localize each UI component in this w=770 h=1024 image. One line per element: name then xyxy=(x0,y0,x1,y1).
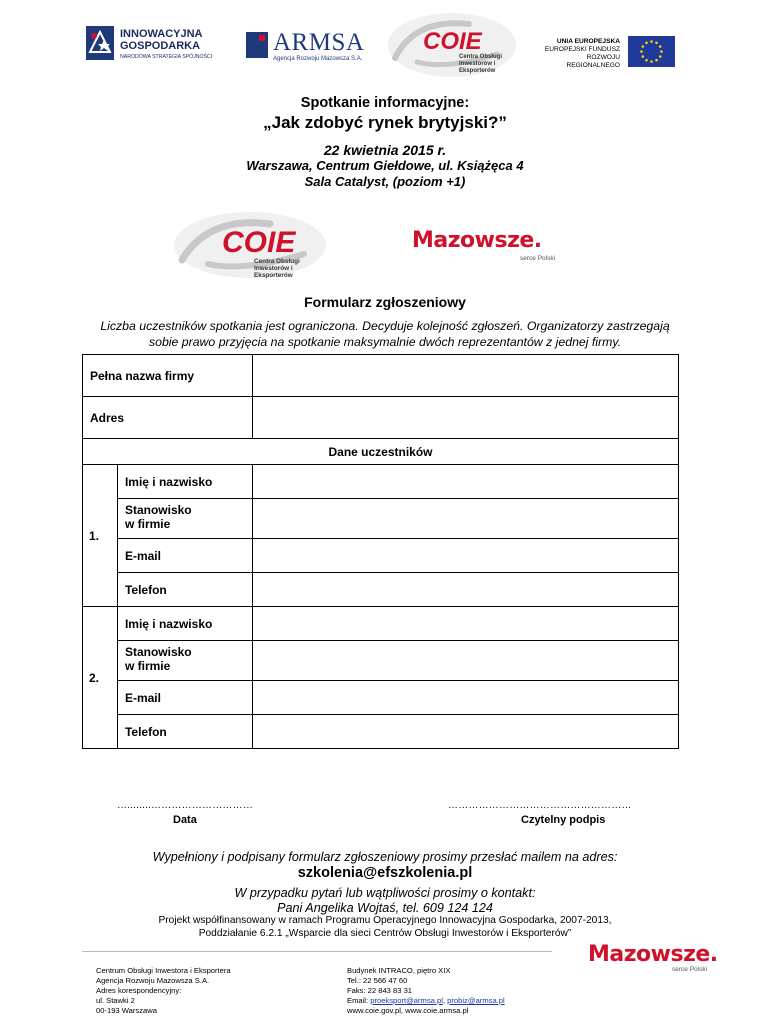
contact-line-1: W przypadku pytań lub wątpliwości prosimy o kontakt: xyxy=(234,886,536,900)
participant-1-number: 1. xyxy=(83,465,118,607)
event-heading: Spotkanie informacyjne: xyxy=(300,95,470,111)
mazowsze-subtitle: serce Polski xyxy=(672,966,708,973)
coie-logo-mid xyxy=(172,210,327,280)
proeksport-email-link[interactable]: proeksport@armsa.pl xyxy=(370,996,443,1005)
signature-label: Czytelny podpis xyxy=(521,814,606,826)
footer-address-left: Centrum Obsługi Inwestora i Eksportera Agencja Rozwoju Mazowsza S.A. Adres korespondencyjny: ul. Stawki 2 00-193 Warszawa xyxy=(96,966,231,1015)
participant-2-position-label: Stanowisko w firmie xyxy=(117,641,252,681)
participant-1-position-label: Stanowisko w firmie xyxy=(117,499,252,539)
innowacyjna-gospodarka-logo xyxy=(86,24,216,66)
armsa-subtitle: Agencja Rozwoju Mazowsza S.A. xyxy=(273,56,363,62)
participants-header: Dane uczestników xyxy=(83,439,679,465)
participant-1-position-field[interactable] xyxy=(252,499,678,539)
coie-subtitle: Centra Obsługi Inwestorów i Eksporterów xyxy=(459,54,503,74)
project-line-1: Projekt współfinansowany w ramach Programu Operacyjnego Innowacyjna Gospodarka, 2007-2013, xyxy=(158,915,612,926)
participant-2-position-field[interactable] xyxy=(252,641,678,681)
mazowsze-subtitle: serce Polski xyxy=(520,255,556,262)
innowacyjna-gospodarka-title: INNOWACYJNA GOSPODARKA xyxy=(120,28,203,52)
date-signature-line[interactable]: …........………………………… xyxy=(117,800,254,811)
participant-1-email-field[interactable] xyxy=(252,539,678,573)
coie-subtitle: Centra Obsługi Inwestorów i Eksporterów xyxy=(254,258,300,279)
eu-flag-icon xyxy=(628,36,675,67)
address-label: Adres xyxy=(83,397,253,439)
company-name-label: Pełna nazwa firmy xyxy=(83,355,253,397)
coie-word: COIE xyxy=(423,28,482,55)
participant-2-email-field[interactable] xyxy=(252,681,678,715)
company-name-field[interactable] xyxy=(252,355,678,397)
innowacyjna-gospodarka-subtitle: NARODOWA STRATEGIA SPÓJNOŚCI xyxy=(120,54,213,60)
participant-2-phone-label: Telefon xyxy=(117,715,252,749)
eu-logo-text: UNIA EUROPEJSKA EUROPEJSKI FUNDUSZ ROZWOJU REGIONALNEGO xyxy=(544,38,620,69)
mazowsze-logo-footer xyxy=(588,942,728,978)
participant-2-name-label: Imię i nazwisko xyxy=(117,607,252,641)
participant-1-email-label: E-mail xyxy=(117,539,252,573)
form-title: Formularz zgłoszeniowy xyxy=(304,294,466,310)
participant-2-email-label: E-mail xyxy=(117,681,252,715)
participant-2-name-field[interactable] xyxy=(252,607,678,641)
signature-line[interactable]: ……………………………………………… xyxy=(448,800,632,811)
footer-address-right: Budynek INTRACO, piętro XIX Tel.: 22 566 47 60 Faks: 22 843 83 31 Email: proeksport@armsa.pl, probiz@armsa.pl www.coie.gov.pl, www.coie.armsa.pl xyxy=(347,966,505,1015)
participant-1-phone-label: Telefon xyxy=(117,573,252,607)
armsa-name: ARMSA xyxy=(273,29,365,56)
contact-line-2: Pani Angelika Wojtaś, tel. 609 124 124 xyxy=(277,901,493,915)
participant-2-phone-field[interactable] xyxy=(252,715,678,749)
date-label: Data xyxy=(173,814,197,826)
event-title: „Jak zdobyć rynek brytyjski?” xyxy=(263,113,507,132)
footer-email-line: Email: proeksport@armsa.pl, probiz@armsa.pl xyxy=(347,996,505,1005)
armsa-emblem-icon xyxy=(246,32,268,58)
project-line-2: Poddziałanie 6.2.1 „Wsparcie dla sieci Centrów Obsługi Inwestorów i Eksporterów” xyxy=(198,928,572,939)
registration-form-table xyxy=(82,354,679,749)
mazowsze-word: Mazowsze. xyxy=(588,942,718,967)
participant-1-name-label: Imię i nazwisko xyxy=(117,465,252,499)
footer-divider xyxy=(82,951,552,952)
footer-websites[interactable]: www.coie.gov.pl, www.coie.armsa.pl xyxy=(347,1006,469,1015)
event-room: Sala Catalyst, (poziom +1) xyxy=(304,174,466,189)
event-date: 22 kwietnia 2015 r. xyxy=(323,142,447,158)
coie-logo-top xyxy=(385,10,519,80)
probiz-email-link[interactable]: probiz@armsa.pl xyxy=(447,996,505,1005)
participant-1-phone-field[interactable] xyxy=(252,573,678,607)
address-field[interactable] xyxy=(252,397,678,439)
form-intro: Liczba uczestników spotkania jest ograniczona. Decyduje kolejność zgłoszeń. Organizatorzy zastrzegają sobie prawo przyjęcia na spotkanie maksymalnie dwóch reprezentantów z jednej firmy. xyxy=(100,319,670,349)
armsa-logo xyxy=(246,29,376,68)
participant-2-number: 2. xyxy=(83,607,118,749)
coie-word: COIE xyxy=(222,226,296,259)
participant-1-name-field[interactable] xyxy=(252,465,678,499)
submit-instruction: Wypełniony i podpisany formularz zgłoszeniowy prosimy przesłać mailem na adres: xyxy=(152,850,618,864)
innowacyjna-gospodarka-emblem-icon xyxy=(86,26,114,60)
mazowsze-word: Mazowsze. xyxy=(412,228,542,253)
mazowsze-logo-mid xyxy=(412,228,562,268)
submission-email[interactable]: szkolenia@efszkolenia.pl xyxy=(297,865,473,881)
event-place: Warszawa, Centrum Giełdowe, ul. Książęca 4 xyxy=(246,158,524,173)
